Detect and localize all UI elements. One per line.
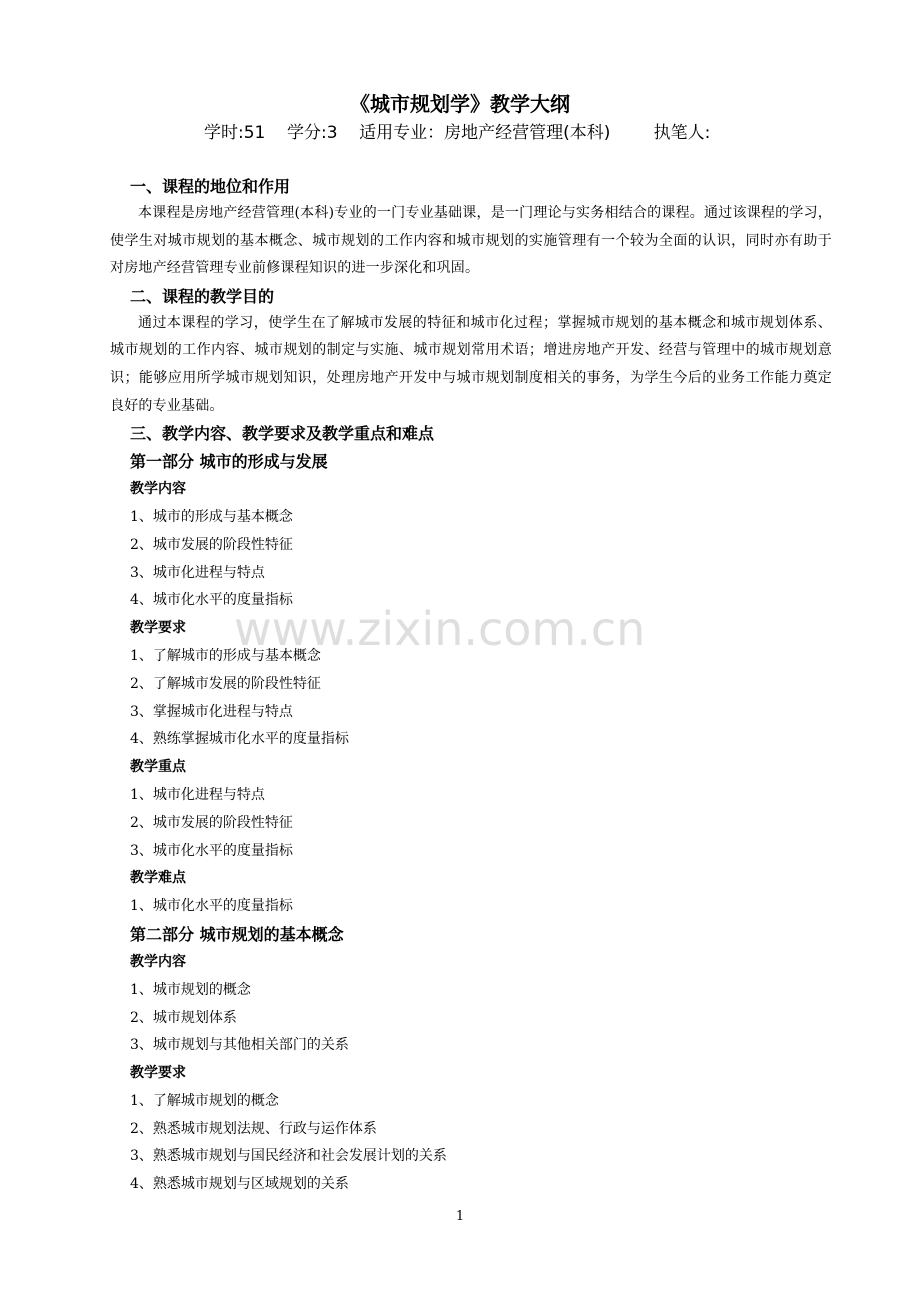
part-heading-2: 第二部分 城市规划的基本概念 <box>130 924 344 944</box>
requirements-label: 教学要求 <box>130 620 186 637</box>
difficulties-label: 教学难点 <box>130 870 186 887</box>
list-item: 1、了解城市规划的概念 <box>130 1092 279 1109</box>
list-item: 4、熟悉城市规划与区域规划的关系 <box>130 1176 349 1193</box>
list-item: 2、城市发展的阶段性特征 <box>130 814 293 831</box>
list-item: 3、掌握城市化进程与特点 <box>130 703 293 720</box>
list-item: 2、了解城市发展的阶段性特征 <box>130 675 321 692</box>
content-label: 教学内容 <box>130 481 186 498</box>
list-item: 1、城市规划的概念 <box>130 981 251 998</box>
list-item: 1、了解城市的形成与基本概念 <box>130 647 321 664</box>
list-item: 3、熟悉城市规划与国民经济和社会发展计划的关系 <box>130 1148 447 1165</box>
section-heading-3: 三、教学内容、教学要求及教学重点和难点 <box>130 424 435 444</box>
list-item: 3、城市化进程与特点 <box>130 564 265 581</box>
list-item: 2、城市规划体系 <box>130 1009 237 1026</box>
list-item: 1、城市化进程与特点 <box>130 786 265 803</box>
section-paragraph-1: 本课程是房地产经营管理(本科)专业的一门专业基础课，是一门理论与实务相结合的课程。通过该课程的学习，使学生对城市规划的基本概念、城市规划的工作内容和城市规划的实施管理有一个较为全面的认识，同时亦有助于对房地产经营管理专业前修课程知识的进一步深化和巩固。 <box>110 205 832 277</box>
key-points-label: 教学重点 <box>130 759 186 776</box>
section-heading-2: 二、课程的教学目的 <box>130 286 275 306</box>
page-number: 1 <box>455 1209 465 1224</box>
part-heading-1: 第一部分 城市的形成与发展 <box>130 452 328 472</box>
requirements-label: 教学要求 <box>130 1065 186 1082</box>
section-heading-1: 一、课程的地位和作用 <box>130 177 291 196</box>
document-body <box>110 174 832 1199</box>
list-item: 1、城市的形成与基本概念 <box>130 508 293 525</box>
list-item: 2、城市发展的阶段性特征 <box>130 536 293 553</box>
list-item: 4、城市化水平的度量指标 <box>130 592 293 609</box>
list-item: 1、城市化水平的度量指标 <box>130 898 293 915</box>
list-item: 4、熟练掌握城市化水平的度量指标 <box>130 731 349 748</box>
section-paragraph-2: 通过本课程的学习，使学生在了解城市发展的特征和城市化过程；掌握城市规划的基本概念和城市规划体系、城市规划的工作内容、城市规划的制定与实施、城市规划常用术语；增进房地产开发、经营与管理中的城市规划意识；能够应用所学城市规划知识，处理房地产开发中与城市规划制度相关的事务，为学生今后的业务工作能力奠定良好的专业基础。 <box>110 314 832 414</box>
watermark: www.zixin.com.cn <box>234 602 646 656</box>
list-item: 3、城市化水平的度量指标 <box>130 842 293 859</box>
content-label: 教学内容 <box>130 953 186 970</box>
list-item: 3、城市规划与其他相关部门的关系 <box>130 1037 349 1054</box>
course-meta-line: 学时:51 学分:3 适用专业：房地产经营管理(本科) 执笔人: <box>204 123 711 143</box>
list-item: 2、熟悉城市规划法规、行政与运作体系 <box>130 1120 377 1137</box>
document-title: 《城市规划学》教学大纲 <box>350 92 570 116</box>
